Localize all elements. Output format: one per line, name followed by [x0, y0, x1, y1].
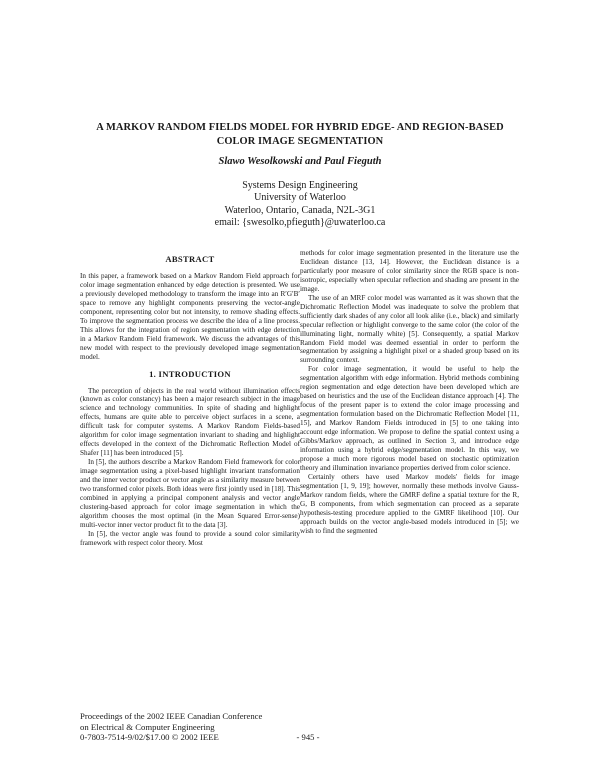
- right-column: [300, 249, 519, 536]
- footer-line-1: Proceedings of the 2002 IEEE Canadian Conference: [80, 711, 263, 721]
- introduction-heading: 1. INTRODUCTION: [149, 368, 231, 379]
- affiliation-block: [80, 180, 520, 230]
- paper-authors: Slawo Wesolkowski and Paul Fieguth: [218, 156, 382, 167]
- right-paragraph-2: The use of an MRF color model was warranted as it was shown that the Dichromatic Reflection Model was inadequate to solve the problem that sufficiently dark shades of any color all look alike (i.e., black) and similarly specular reflection or highlight converge to the same color (the color of the illuminating light, normally white) [5]. Consequently, a spatial Markov Random Field model was deemed essential in order to perform the segmentation by assigning a highlight pixel or a shaded group based on its surrounding context.: [300, 293, 519, 365]
- intro-paragraph-2: In [5], the authors describe a Markov Random Field framework for color image segmentation using a pixel-based highlight invariant transformation and the inner vector product or vector angle as a similarity measure between two transformed color pixels. Both ideas were first jointly used in [18]. This combined in applying a principal component analysis and vector angle clustering-based approach for color image segmentation in which the algorithm chooses the most optimal (in the Mean Squared Error-sense) multi-vector inner vector product fit to the data [3].: [80, 458, 300, 529]
- affiliation-line-2: University of Waterloo: [254, 192, 346, 204]
- intro-paragraph-3: In [5], the vector angle was found to provide a sound color similarity framework with respect color theory. Most: [80, 529, 300, 547]
- proceedings-footer: [80, 711, 420, 743]
- title-line-2: COLOR IMAGE SEGMENTATION: [216, 136, 384, 147]
- abstract-text: In this paper, a framework based on a Markov Random Field approach for color image segmentation enhanced by edge detection is presented. We use a previously developed methodology to transform the image into an R′G′B′ space to remove any highlight components preserving the vector-angle component, representing color but not intensity, to remove shading effects. To improve the segmentation process we describe the idea of a line process. This allows for the integration of region segmentation with edge detection in a Markov Random Field framework. We discuss the advantages of this new model with respect to the previously developed image segmentation model.: [80, 272, 300, 361]
- affiliation-line-3: Waterloo, Ontario, Canada, N2L-3G1: [224, 204, 376, 216]
- footer-line-3: 0-7803-7514-9/02/$17.00 © 2002 IEEE: [80, 732, 219, 743]
- footer-line-2: on Electrical & Computer Engineering: [80, 721, 215, 732]
- paper-title: [80, 121, 520, 149]
- right-paragraph-4: Certainly others have used Markov models' fields for image segmentation [1, 9, 19]; however, normally these methods involve Gauss-Markov random fields, where the GMRF define a spatial texture for the R, G, B components, from which segmentation can proceed as a separate hypothesis-testing procedure applied to the GMRF likelihood [10]. Our approach builds on the vector angle-based models introduced in [5]; we wish to find the segmented: [300, 472, 519, 535]
- intro-paragraph-1: The perception of objects in the real world without illumination effects (known as color constancy) has been a major research subject in the image science and technology communities. In spite of shading and highlight effects, humans are quite able to perceive object surfaces in a scene, a difficult task for computer systems. A Markov Random Fields-based algorithm for color image segmentation invariant to shading and highlight effects developed in the context of the Dichromatic Reflection Model of Shafer [11] has been introduced [5].: [80, 386, 300, 458]
- left-column: [80, 254, 300, 548]
- page-number: - 945 -: [296, 732, 320, 742]
- title-line-1: A MARKOV RANDOM FIELDS MODEL FOR HYBRID EDGE- AND REGION-BASED: [96, 122, 504, 133]
- affiliation-line-1: Systems Design Engineering: [242, 180, 358, 191]
- affiliation-email: email: {swesolko,pfieguth}@uwaterloo.ca: [214, 217, 386, 229]
- right-paragraph-1: methods for color image segmentation presented in the literature use the Euclidean distance [13, 14]. However, the Euclidean distance is a particularly poor measure of color similarity since the RGB space is non-isotropic, especially when specular reflection and shading are present in the image.: [300, 249, 519, 293]
- abstract-heading: ABSTRACT: [165, 254, 215, 264]
- right-paragraph-3: For color image segmentation, it would be useful to help the segmentation algorithm with edge information. Hybrid methods combining region segmentation and edge detection have been developed which are based on heuristics and the use of the Euclidean distance approach [4]. The focus of the present paper is to extend the color image processing and segmentation formulation based on the Dichromatic Reflection Model [11, 15], and Markov Random Fields introduced in [5] to one taking into account edge information. We propose to define the spatial context using a Gibbs/Markov approach, as outlined in Section 3, and introduce edge information using a hybrid edge/segmentation model. In this way, we propose a much more rigorous model based on stochastic optimization theory and illumination invariance properties derived from color science.: [300, 365, 519, 472]
